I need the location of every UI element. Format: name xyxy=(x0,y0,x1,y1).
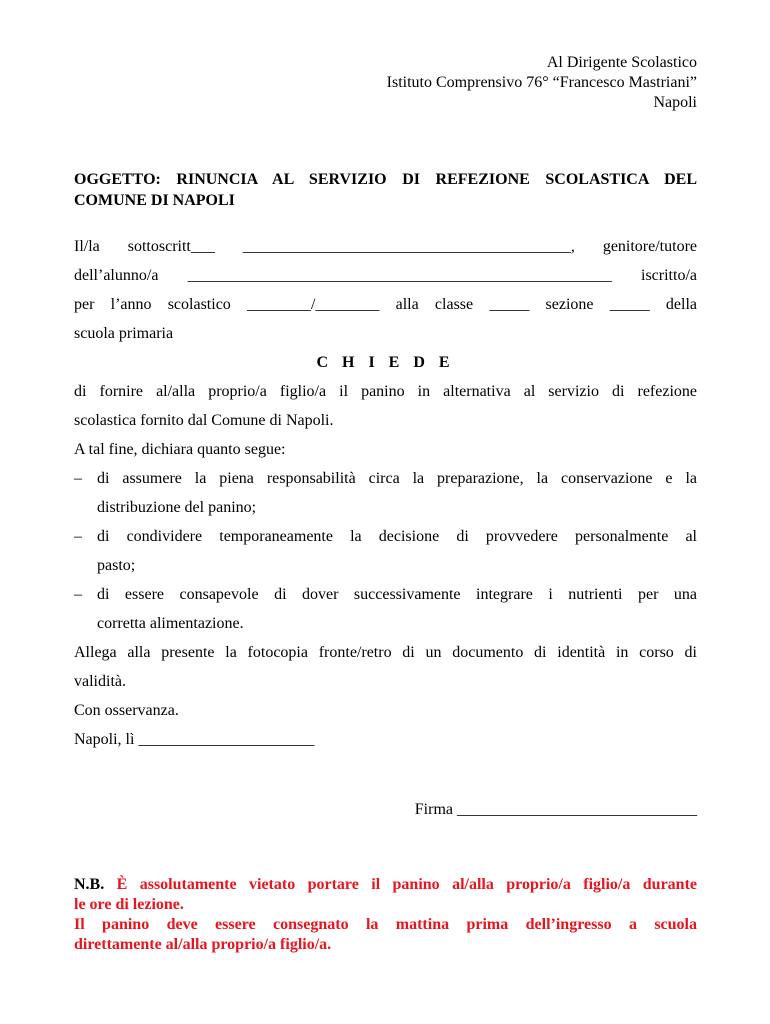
subject-line-1: OGGETTO: RINUNCIA AL SERVIZIO DI REFEZIONE SCOLASTICA DEL xyxy=(74,171,697,188)
recipient-block xyxy=(387,53,697,113)
declaration-line: di assumere la piena responsabilità circa la preparazione, la conservazione e la xyxy=(97,470,697,487)
note-line-3: Il panino deve essere consegnato la mattina prima dell’ingresso a scuola xyxy=(74,916,697,933)
note-line-1: È assolutamente vietato portare il panino al/alla proprio/a figlio/a durante xyxy=(116,876,698,893)
signature-field: Firma ______________________________ xyxy=(414,801,697,818)
attachment-line-2: validità. xyxy=(74,673,126,690)
subject-line-2: COMUNE DI NAPOLI xyxy=(74,192,235,209)
declaration-line: di essere consapevole di dover successivamente integrare i nutrienti per una xyxy=(97,586,697,603)
note-line-4: direttamente al/alla proprio/a figlio/a. xyxy=(74,936,332,953)
closing-line: Con osservanza. xyxy=(74,702,179,719)
subject-heading xyxy=(74,169,697,211)
note-line-2: le ore di lezione. xyxy=(74,896,184,913)
place-date-field: Napoli, lì ______________________ xyxy=(74,731,315,748)
dash-marker: – xyxy=(74,586,82,603)
dash-marker: – xyxy=(74,528,82,545)
document-body xyxy=(74,232,697,754)
recipient-line-city: Napoli xyxy=(653,94,697,111)
form-line-parent: Il/la sottoscritt___ _________________________________________, genitore/tutore xyxy=(74,238,697,255)
request-heading: C H I E D E xyxy=(316,354,455,371)
recipient-line-title: Al Dirigente Scolastico xyxy=(546,54,697,71)
request-line-3: A tal fine, dichiara quanto segue: xyxy=(74,441,286,458)
request-line-2: scolastica fornito dal Comune di Napoli. xyxy=(74,412,334,429)
declaration-line: corretta alimentazione. xyxy=(97,615,244,632)
declaration-item xyxy=(74,464,697,522)
declaration-item xyxy=(74,522,697,580)
note-block xyxy=(74,875,697,955)
note-label: N.B. xyxy=(74,876,105,893)
declaration-line: distribuzione del panino; xyxy=(97,499,257,516)
form-line-school: scuola primaria xyxy=(74,325,174,342)
declaration-item xyxy=(74,580,697,638)
form-line-year-class: per l’anno scolastico ________/________ alla classe _____ sezione _____ della xyxy=(74,296,697,313)
declaration-line: pasto; xyxy=(97,557,136,574)
request-line-1: di fornire al/alla proprio/a figlio/a il panino in alternativa al servizio di refezione xyxy=(74,383,697,400)
attachment-line-1: Allega alla presente la fotocopia fronte/retro di un documento di identità in corso di xyxy=(74,644,697,661)
recipient-line-school: Istituto Comprensivo 76° “Francesco Mastriani” xyxy=(386,74,697,91)
dash-marker: – xyxy=(74,470,82,487)
declaration-line: di condividere temporaneamente la decisione di provvedere personalmente al xyxy=(97,528,697,545)
form-line-student: dell’alunno/a _____________________________________________________ iscritto/a xyxy=(74,267,697,284)
